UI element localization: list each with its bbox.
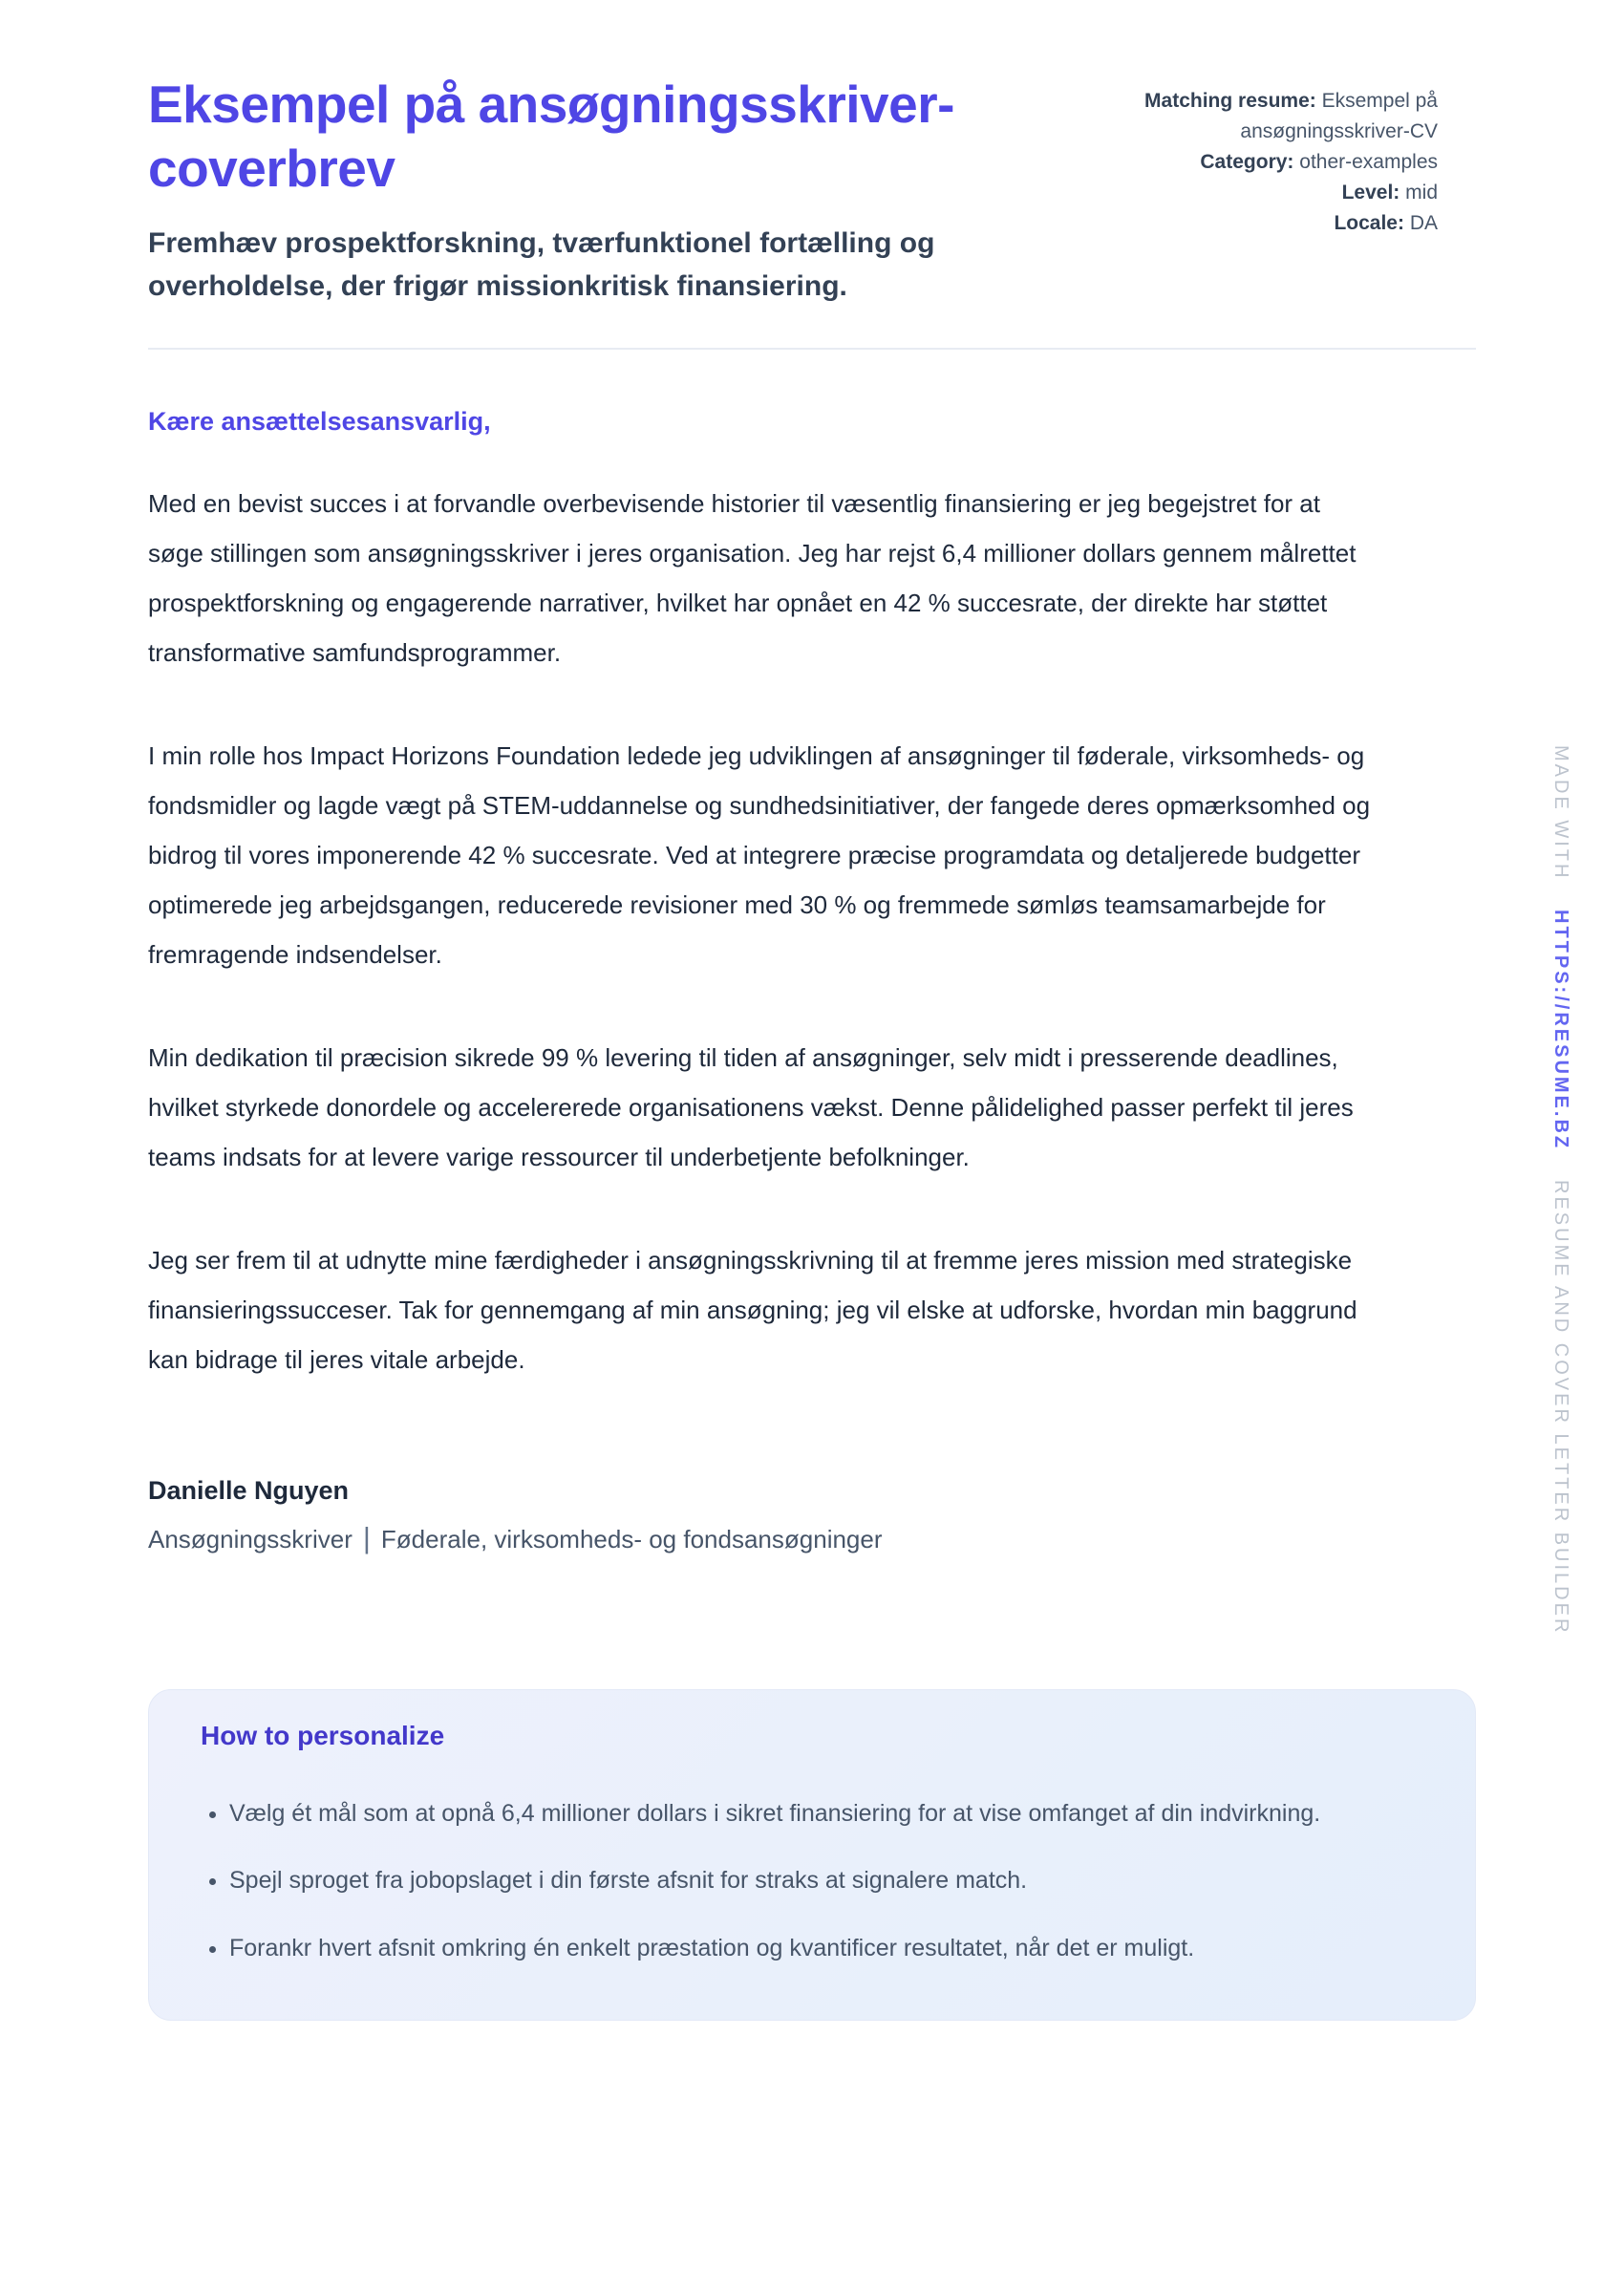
meta-label-category: Category: [1200,150,1294,173]
meta-row-matching-resume [1140,86,1438,147]
letter-paragraph-3: Min dedikation til præcision sikrede 99 % levering til tiden af ansøgninger, selv midt i presserende deadlines, hvilket styrkede donordele og accelererede organisationens vækst. Denne pålidelighed passer perfekt til jeres teams indsats for at levere varige ressourcer til underbetjente befolkninger. [148,1043,1354,1172]
signature-name: Danielle Nguyen [148,1476,350,1506]
page-title: Eksempel på ansøgningsskriver-coverbrev [148,75,954,199]
meta-row-category [1140,147,1438,178]
credit-vertical-text [1551,745,1571,1656]
meta-value-category: other-examples [1299,150,1438,173]
signature-specialty: Føderale, virksomheds- og fondsansøgninger [380,1525,883,1554]
letter-paragraph-4: Jeg ser frem til at udnytte mine færdigheder i ansøgningsskrivning til at fremme jeres mission med strategiske finansieringssucceser. Tak for gennemgang af min ansøgning; jeg vil elske at udforske, hvordan min baggrund kan bidrage til jeres vitale arbejde. [148,1246,1357,1375]
meta-row-level [1140,178,1438,208]
header-divider [148,348,1476,350]
meta-panel [1140,86,1438,239]
credit-tagline: RESUME AND COVER LETTER BUILDER [1550,1179,1571,1636]
card-bullet-3: • Forankr hvert afsnit omkring én enkelt præstation og kvantificer resultatet, når det er muligt. [229,1926,1337,1970]
credit-site-link[interactable]: HTTPS://RESUME.BZ [1550,910,1571,1151]
signature-role: Ansøgningsskriver [148,1525,353,1554]
letter-greeting: Kære ansættelsesansvarlig, [148,407,491,437]
meta-row-locale [1140,208,1438,239]
personalize-card [148,1689,1476,2021]
meta-label-level: Level: [1341,181,1400,204]
card-heading: How to personalize [201,1721,445,1751]
header-title-block [148,73,1103,308]
signature-separator: | [362,1521,371,1555]
meta-value-matching-resume: Eksempel på ansøgningsskriver-CV [1240,90,1438,142]
letter-paragraph-2: I min rolle hos Impact Horizons Foundation ledede jeg udviklingen af ansøgninger til føderale, virksomheds- og fondsmidler og lagde vægt på STEM-uddannelse og sundhedsinitiativer, der fangede deres opmærksomhed og bidrog til vores imponerende 42 % succesrate. Ved at integrere præcise programdata og detaljerede budgetter optimerede jeg arbejdsgangen, reducerede revisioner med 30 % og fremmede sømløs teamsamarbejde for fremragende indsendelser. [148,741,1371,970]
page-header [148,73,1476,308]
letter-paragraph-1: Med en bevist succes i at forvandle overbevisende historier til væsentlig finansiering er jeg begejstret for at søge stillingen som ansøgningsskriver i jeres organisation. Jeg har rejst 6,4 millioner dollars gennem målrettet prospektforskning og engagerende narrativer, hvilket har opnået en 42 % succesrate, der direkte har støttet transformative samfundsprogrammer. [148,489,1357,668]
card-bullet-list [201,1791,1420,1970]
card-bullet-1: • Vælg ét mål som at opnå 6,4 millioner dollars i sikret finansiering for at vise omfanget af din indvirkning. [229,1791,1337,1835]
signature-role-line [148,1521,1476,1555]
page-subtitle: Fremhæv prospektforskning, tværfunktionel fortælling og overholdelse, der frigør missionkritisk finansiering. [148,227,935,303]
credit-made-with-label: MADE WITH [1550,745,1571,881]
meta-label-matching-resume: Matching resume: [1144,90,1316,112]
letter-body [148,407,1476,1555]
card-bullet-2: • Spejl sproget fra jobopslaget i din første afsnit for straks at signalere match. [229,1858,1337,1902]
meta-value-level: mid [1405,181,1438,204]
meta-label-locale: Locale: [1334,211,1404,234]
meta-value-locale: DA [1409,211,1438,234]
